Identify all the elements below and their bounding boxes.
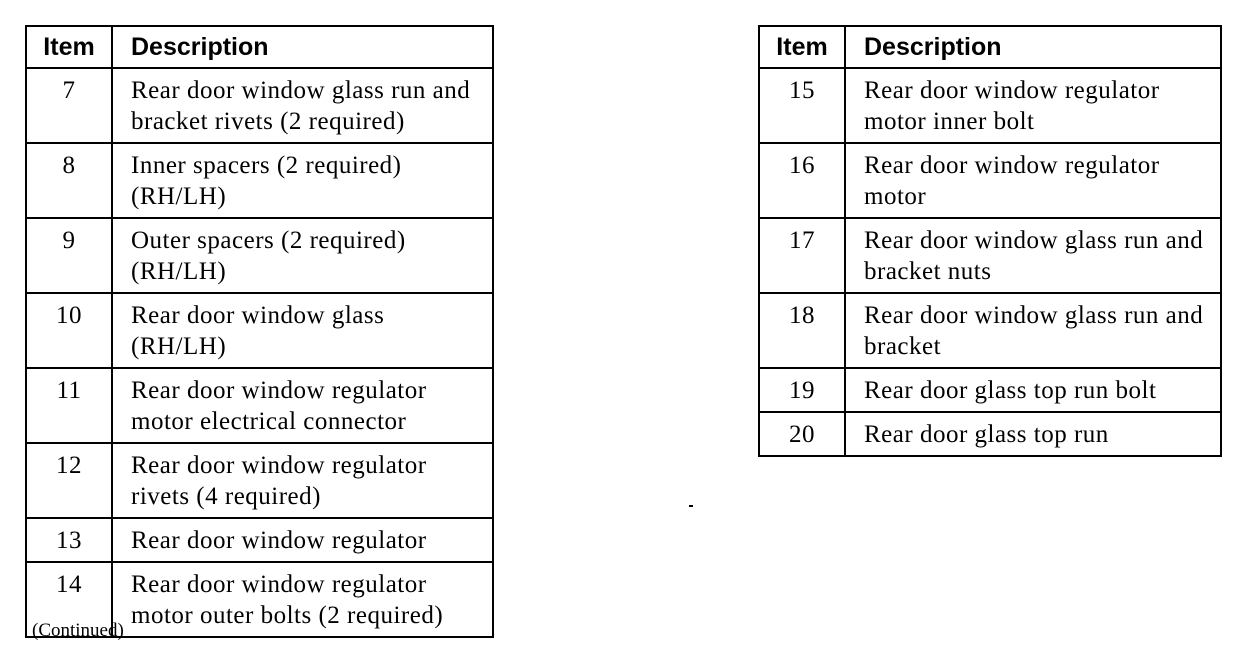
item-description: Rear door window regulator motor inner bolt [845, 68, 1221, 143]
table-row [759, 368, 1221, 412]
item-number: 7 [26, 68, 112, 143]
description-column-header: Description [845, 26, 1221, 68]
item-description: Rear door window glass run and bracket nuts [845, 218, 1221, 293]
item-description: Rear door window glass run and bracket [845, 293, 1221, 368]
item-description: Rear door window glass run and bracket rivets (2 required) [112, 68, 493, 143]
item-description: Rear door window regulator [112, 518, 493, 562]
item-number: 19 [759, 368, 845, 412]
item-description: Rear door window regulator motor electrical connector [112, 368, 493, 443]
table-row [26, 518, 493, 562]
item-number: 15 [759, 68, 845, 143]
item-number: 14 [26, 562, 112, 637]
item-description: Rear door glass top run [845, 412, 1221, 456]
item-description: Outer spacers (2 required) (RH/LH) [112, 218, 493, 293]
item-number: 20 [759, 412, 845, 456]
continued-note: (Continued) [32, 620, 124, 641]
item-column-header: Item [759, 26, 845, 68]
item-number: 8 [26, 143, 112, 218]
table-header-row [26, 26, 493, 68]
item-number: 10 [26, 293, 112, 368]
item-number: 12 [26, 443, 112, 518]
description-column-header: Description [112, 26, 493, 68]
table-row [26, 68, 493, 143]
table-row [26, 218, 493, 293]
table-row [759, 218, 1221, 293]
table-row [759, 293, 1221, 368]
item-column-header: Item [26, 26, 112, 68]
table-row [26, 293, 493, 368]
item-description: Rear door window regulator rivets (4 required) [112, 443, 493, 518]
item-description: Inner spacers (2 required) (RH/LH) [112, 143, 493, 218]
stray-mark [689, 505, 693, 507]
item-number: 11 [26, 368, 112, 443]
item-description: Rear door glass top run bolt [845, 368, 1221, 412]
table-row [759, 412, 1221, 456]
item-description: Rear door window glass (RH/LH) [112, 293, 493, 368]
item-number: 13 [26, 518, 112, 562]
table-row [26, 143, 493, 218]
parts-table-left [25, 25, 494, 638]
table-row [759, 143, 1221, 218]
item-number: 18 [759, 293, 845, 368]
item-description: Rear door window regulator motor [845, 143, 1221, 218]
item-description: Rear door window regulator motor outer bolts (2 required) [112, 562, 493, 637]
item-number: 16 [759, 143, 845, 218]
table-row [26, 443, 493, 518]
item-number: 9 [26, 218, 112, 293]
item-number: 17 [759, 218, 845, 293]
parts-table-right [758, 25, 1222, 457]
table-row [26, 368, 493, 443]
table-row [759, 68, 1221, 143]
table-header-row [759, 26, 1221, 68]
